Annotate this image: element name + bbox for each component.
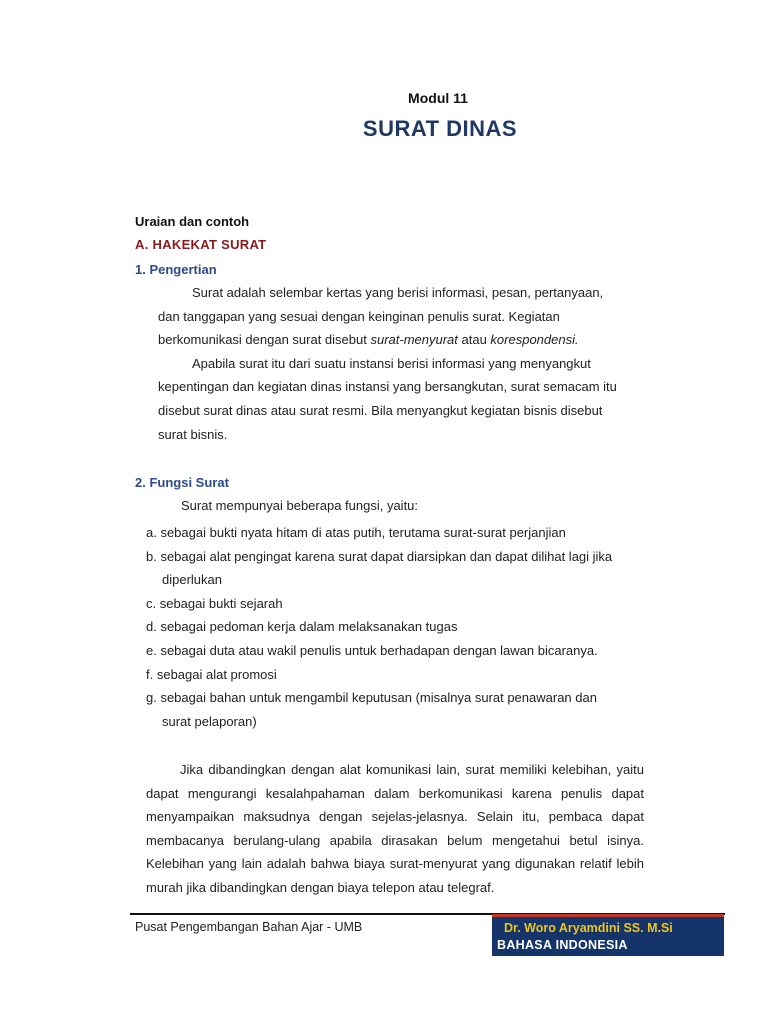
paragraph-line: surat bisnis. <box>158 426 228 442</box>
paragraph-line: kepentingan dan kegiatan dinas instansi yang bersangkutan, surat semacam itu <box>158 379 617 395</box>
text-run: atau <box>457 332 491 348</box>
section-a-heading: A. HAKEKAT SURAT <box>135 237 267 252</box>
list-item: b. sebagai alat pengingat karena surat dapat diarsipkan dan dapat dilihat lagi jika <box>146 548 613 564</box>
paragraph-text: Jika dibandingkan dengan alat komunikasi lain, surat memiliki kelebihan, yaitu dapat mengurangi kesalahpahaman dalam berkomunikasi karena penulis dapat menyampaikan maksudnya dengan sejelas-jelasnya. Selain itu, pembaca dapat membacanya berulang-ulang apabila dirasakan belum mengetahui betul isinya. Kelebihan yang lain adalah bahwa biaya surat-menyurat yang digunakan relatif lebih murah jika dibandingkan dengan biaya telepon atau telegraf. <box>146 762 644 895</box>
list-item: e. sebagai duta atau wakil penulis untuk berhadapan dengan lawan bicaranya. <box>146 642 598 658</box>
page-title: SURAT DINAS <box>362 116 518 141</box>
pengertian-paragraph <box>158 281 648 446</box>
list-item: a. sebagai bukti nyata hitam di atas putih, terutama surat-surat perjanjian <box>146 525 566 540</box>
text-run: berkomunikasi dengan surat disebut <box>158 332 371 348</box>
list-item-continuation: diperlukan <box>162 572 222 588</box>
paragraph-line: disebut surat dinas atau surat resmi. Bila menyangkut kegiatan bisnis disebut <box>158 402 603 418</box>
footer-publisher: Pusat Pengembangan Bahan Ajar - UMB <box>135 920 363 934</box>
paragraph-line: Surat adalah selembar kertas yang berisi informasi, pesan, pertanyaan, <box>192 285 604 300</box>
module-number: Modul 11 <box>408 90 468 106</box>
kelebihan-paragraph <box>146 758 644 900</box>
list-item: g. sebagai bahan untuk mengambil keputusan (misalnya surat penawaran dan <box>146 690 597 706</box>
subheading-pengertian: 1. Pengertian <box>135 262 217 277</box>
list-item: c. sebagai bukti sejarah <box>146 595 283 611</box>
list-item-continuation: surat pelaporan) <box>162 713 257 729</box>
footer-author: Dr. Woro Aryamdini SS. M.Si <box>504 921 673 935</box>
paragraph-line: dan tanggapan yang sesuai dengan keinginan penulis surat. Kegiatan <box>158 308 560 324</box>
term-korespondensi: korespondensi. <box>490 332 579 348</box>
footer-subject: BAHASA INDONESIA <box>497 938 628 952</box>
list-item: d. sebagai pedoman kerja dalam melaksanakan tugas <box>146 619 458 635</box>
subheading-fungsi-surat: 2. Fungsi Surat <box>135 475 229 490</box>
paragraph-line <box>158 328 648 352</box>
term-surat-menyurat: surat-menyurat <box>370 332 458 348</box>
section-intro-heading: Uraian dan contoh <box>135 214 250 229</box>
footer-author-box <box>492 914 724 956</box>
fungsi-list <box>146 521 612 733</box>
list-item: f. sebagai alat promosi <box>146 666 277 682</box>
fungsi-intro: Surat mempunyai beberapa fungsi, yaitu: <box>181 498 419 513</box>
paragraph-line: Apabila surat itu dari suatu instansi berisi informasi yang menyangkut <box>192 355 591 371</box>
